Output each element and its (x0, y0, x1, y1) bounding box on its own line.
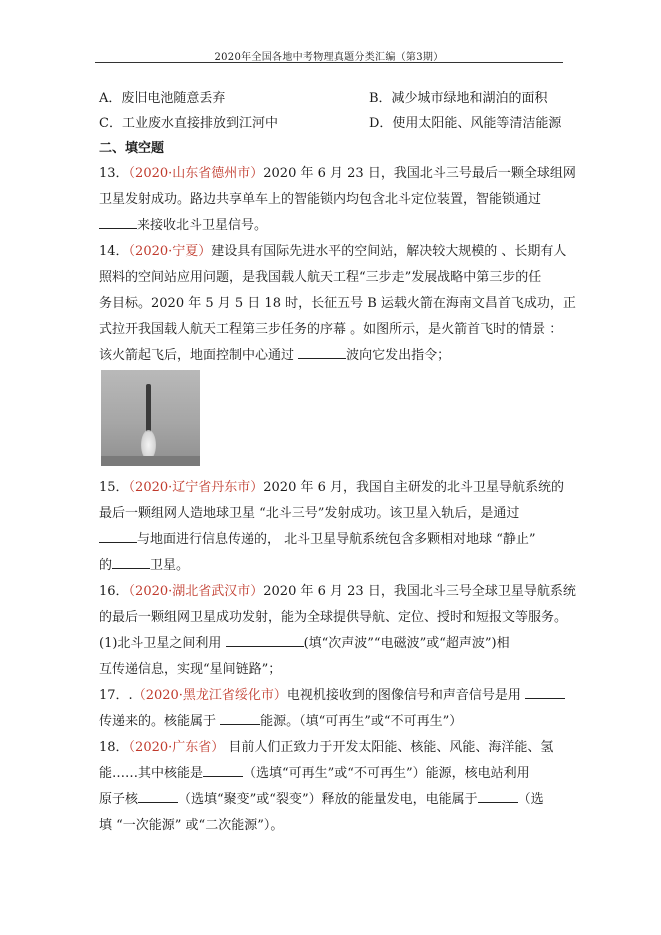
question-13-line-2: 卫星发射成功。路边共享单车上的智能锁内均包含北斗定位装置，智能锁通过 (99, 192, 542, 207)
question-source: （2020·宁夏） (128, 244, 212, 259)
question-16-line-1: 16．（2020·湖北省武汉市）2020 年 6 月 23 日，我国北斗三号全球卫星导航系统 (99, 584, 576, 599)
answer-blank (203, 764, 243, 777)
question-source: （2020·辽宁省丹东市） (128, 480, 264, 495)
question-17-line-2: 传递来的。核能属于 能源。（填“可再生”或“不可再生”） (99, 714, 463, 729)
question-14-line-2: 照料的空间站应用问题，是我国载人航天工程“三步走”发展战略中第三步的任 (99, 270, 542, 285)
question-number: 13． (99, 166, 129, 181)
question-number: 15． (99, 480, 129, 495)
answer-blank (99, 216, 137, 229)
question-15-line-3: 与地面进行信息传递的， 北斗卫星导航系统包含多颗相对地球 “静止” (99, 528, 536, 547)
question-18-line-1: 18．（2020·广东省） 目前人们正致力于开发太阳能、核能、风能、海洋能、氢 (99, 740, 554, 755)
question-13-line-1: 13．（2020·山东省德州市）2020 年 6 月 23 日，我国北斗三号最后一颗全球组网 (99, 166, 576, 181)
question-14-line-3: 务目标。2020 年 5 月 5 日 18 时，长征五号 B 运载火箭在海南文昌首飞成功，正 (99, 296, 576, 311)
question-source: （2020·广东省） (128, 740, 225, 755)
answer-blank (99, 530, 137, 543)
question-14-line-4: 式拉开我国载人航天工程第三步任务的序幕 。如图所示，是火箭首飞时的情景 ： (99, 322, 563, 337)
launch-ground (101, 456, 200, 466)
rocket-launch-photo (101, 370, 200, 466)
question-16-line-4: 互传递信息，实现“星间链路”； (99, 662, 282, 677)
question-17-line-1: 17．.（2020·黑龙江省绥化市）电视机接收到的图像信号和声音信号是用 (99, 684, 565, 703)
page-header: 2020年全国各地中考物理真题分类汇编（第3期） (214, 52, 444, 63)
question-18-line-4: 填 “一次能源” 或“二次能源”）。 (99, 818, 284, 833)
answer-blank (112, 556, 150, 569)
answer-blank (220, 712, 260, 725)
answer-blank (226, 634, 304, 647)
question-15-line-4: 的 卫星。 (99, 558, 190, 573)
question-14-line-5: 该火箭起飞后，地面控制中心通过 波向它发出指令； (99, 348, 451, 363)
question-15-line-1: 15．（2020·辽宁省丹东市）2020 年 6 月，我国自主研发的北斗卫星导航系统的 (99, 480, 565, 495)
question-16-line-2: 的最后一颗组网卫星成功发射，能为全球提供导航、定位、授时和短报文等服务。 (99, 610, 568, 625)
option-c: C．工业废水直接排放到江河中 (99, 116, 278, 131)
question-number: 18． (99, 740, 129, 755)
rocket-image (146, 384, 151, 432)
question-number: 17．. (99, 688, 133, 703)
question-source: （2020·湖北省武汉市） (128, 584, 264, 599)
answer-blank (298, 346, 346, 359)
answer-blank (138, 790, 178, 803)
option-d: D．使用太阳能、风能等清洁能源 (369, 116, 562, 131)
answer-blank (525, 686, 565, 699)
question-number: 16． (99, 584, 129, 599)
question-14-line-1: 14．（2020·宁夏）建设具有国际先进水平的空间站，解决较大规模的 、长期有人 (99, 244, 567, 259)
answer-blank (478, 790, 518, 803)
question-15-line-2: 最后一颗组网人造地球卫星 “北斗三号”发射成功。该卫星入轨后，是通过 (99, 506, 520, 521)
header-divider (95, 62, 563, 63)
question-source: （2020·山东省德州市） (128, 166, 264, 181)
question-source: （2020·黑龙江省绥化市） (132, 688, 287, 703)
option-b: B．减少城市绿地和湖泊的面积 (369, 91, 548, 106)
section-title: 二、填空题 (99, 141, 165, 156)
question-18-line-3: 原子核 （选填“聚变”或“裂变”）释放的能量发电，电能属于 （选 (99, 792, 544, 807)
question-13-line-3: 来接收北斗卫星信号。 (99, 214, 267, 233)
option-a: A．废旧电池随意丢弃 (99, 91, 226, 106)
question-16-line-3: (1)北斗卫星之间利用 (填“次声波”“电磁波”或“超声波”)相 (99, 636, 510, 651)
question-18-line-2: 能……其中核能是 （选填“可再生”或“不可再生”）能源，核电站利用 (99, 766, 530, 781)
question-number: 14． (99, 244, 129, 259)
